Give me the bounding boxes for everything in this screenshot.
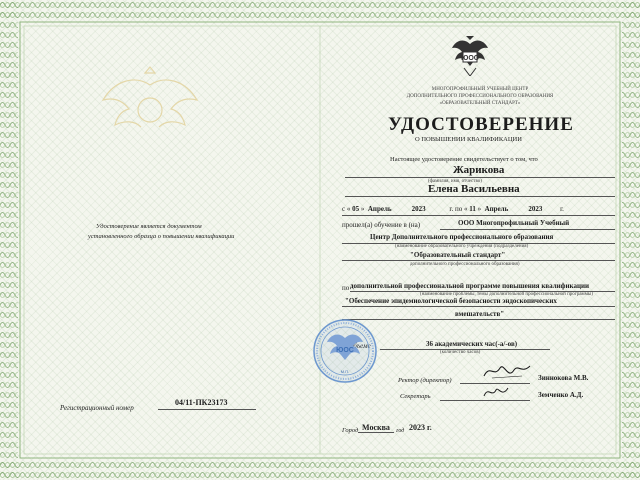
registration-number: 04/11-ПК23173	[175, 398, 228, 407]
org-line-3: «ОБРАЗОВАТЕЛЬНЫЙ СТАНДАРТ»	[439, 101, 521, 106]
period-year-suffix-1: г.	[449, 205, 454, 213]
program-line-2: "Обеспечение эпидемиологической безопасности эндоскопических	[345, 297, 557, 305]
secretary-signature	[482, 384, 512, 400]
inst3-underline	[342, 260, 615, 261]
hours-caption: (количество часов)	[440, 350, 481, 355]
secretary-underline	[440, 400, 530, 401]
training-label: прошел(а) обучение в (на)	[342, 221, 421, 229]
registration-label: Регистрационный номер	[60, 404, 134, 412]
rector-name: Зиннокова М.В.	[538, 374, 589, 382]
registration-underline	[158, 409, 256, 410]
org-header	[380, 86, 580, 107]
person-caption: (фамилия, имя, отчество)	[428, 179, 482, 184]
name-underline	[345, 196, 615, 197]
city-underline	[358, 432, 394, 433]
org-line-1: МНОГОПРОФИЛЬНЫЙ УЧЕБНЫЙ ЦЕНТР	[431, 87, 529, 92]
document-subtitle: О ПОВЫШЕНИИ КВАЛИФИКАЦИИ	[415, 136, 522, 143]
stamp-mp: М.П.	[340, 369, 350, 374]
period-year-suffix-2: г.	[560, 205, 564, 213]
eagle-emblem-icon	[452, 36, 488, 76]
secretary-name: Земченко А.Д.	[538, 391, 584, 399]
eagle-watermark	[95, 65, 205, 155]
program-caption: (наименование проблемы, темы дополнительной профессиональной программы)	[420, 292, 593, 297]
period-to-year: 2023	[528, 205, 543, 213]
training-inst-line-3: "Образовательный стандарт"	[410, 251, 506, 259]
period-from-year: 2023	[411, 205, 426, 213]
city-label: Город	[342, 427, 359, 434]
person-surname: Жарикова	[453, 164, 505, 176]
program-underline-3	[342, 319, 615, 320]
left-note-line-1: Удостоверение является документом	[96, 223, 202, 230]
year-label: год	[396, 428, 405, 434]
training-inst-caption-2: дополнительного профессионального образования)	[410, 262, 520, 267]
surname-underline	[345, 177, 615, 178]
intro-text: Настоящее удостоверение свидетельствует о том, что	[390, 156, 538, 163]
program-line-3: вмешательств"	[455, 310, 505, 318]
inst1-underline	[440, 229, 615, 230]
period-from-prefix: с «	[342, 205, 351, 213]
program-line-1: дополнительной профессиональной программе повышения квалификации	[350, 282, 590, 290]
program-prefix: по	[342, 284, 350, 292]
hours-value: 36 академических час(-а/-ов)	[426, 340, 518, 348]
training-inst-line-1: ООО Многопрофильный Учебный	[458, 219, 570, 227]
city-year: 2023 г.	[409, 423, 432, 432]
stamp-letters: ЮОС	[336, 347, 354, 354]
rector-signature	[482, 360, 532, 382]
city-value: Москва	[362, 423, 390, 432]
secretary-label: Секретарь	[400, 393, 431, 400]
period-to-month: Апрель	[484, 205, 509, 213]
training-inst-line-2: Центр Дополнительного профессионального образования	[370, 233, 554, 241]
left-note	[88, 222, 234, 242]
period-from-month: Апрель	[367, 205, 392, 213]
period-underline	[342, 215, 615, 216]
period-from-day: 05	[352, 205, 360, 213]
person-name: Елена Васильевна	[428, 183, 520, 195]
period-row: с « 05 » Апрель 2023 г. по « 11 » Апрель 2023 г.	[342, 205, 564, 213]
left-note-line-2: установленного образца о повышении квалификации	[88, 233, 235, 240]
training-inst-caption: (наименование образовательного учреждения (подразделения)	[395, 244, 529, 249]
period-to-day: 11	[469, 205, 476, 213]
period-to-prefix: по «	[454, 205, 468, 213]
svg-text:ЮОС: ЮОС	[461, 55, 479, 62]
org-line-2: ДОПОЛНИТЕЛЬНОГО ПРОФЕССИОНАЛЬНОГО ОБРАЗОВАНИЯ	[406, 94, 554, 99]
program-underline-2	[342, 306, 615, 307]
document-title: УДОСТОВЕРЕНИЕ	[388, 114, 574, 135]
round-seal-stamp	[312, 318, 378, 384]
rector-label: Ректор (директор)	[398, 377, 452, 384]
